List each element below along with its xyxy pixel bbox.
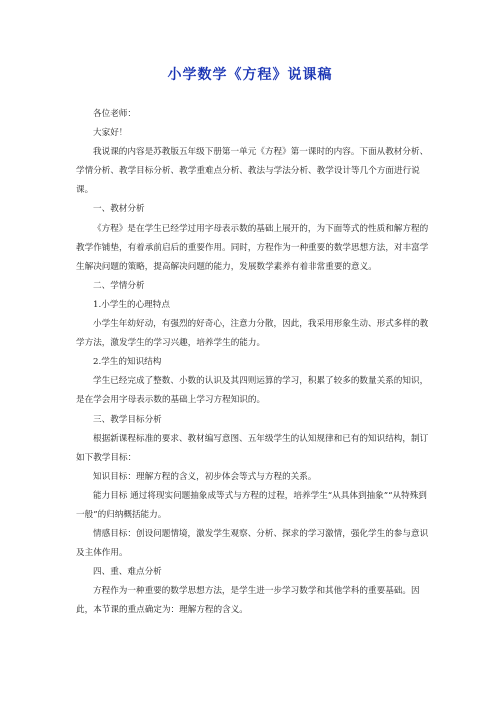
paragraph: 小学生年幼好动，有强烈的好奇心，注意力分散，因此，我采用形象生动、形式多样的教学方法，激发学生的学习兴趣，培养学生的能力。	[76, 319, 429, 349]
section-heading: 一、教材分析	[93, 204, 145, 215]
objective-emotion: 情感目标：创设问题情境，激发学生观察、分析、探求的学习激情，强化学生的参与意识及主体作用。	[76, 529, 429, 559]
salutation: 各位老师：	[93, 109, 136, 119]
paragraph: 方程作为一种重要的数学思想方法，是学生进一步学习数学和其他学科的重要基础。因此，本节课的重点确定为：理解方程的含义。	[76, 586, 420, 616]
paragraph: 学生已经完成了整数、小数的认识及其四则运算的学习，积累了较多的数量关系的知识，是在学会用字母表示数的基础上学习方程知识的。	[76, 376, 429, 406]
document-body	[76, 105, 434, 621]
subsection-heading: 1.小学生的心理特点	[93, 299, 170, 310]
subsection-heading: 2.学生的知识结构	[93, 357, 162, 368]
intro-paragraph: 我说课的内容是苏教版五年级下册第一单元《方程》第一课时的内容。下面从教材分析、学情分析、教学目标分析、教学重难点分析、教法与学法分析、教学设计等几个方面进行说课。	[76, 147, 429, 196]
greeting: 大家好！	[93, 128, 128, 139]
section-heading: 三、教学目标分析	[93, 414, 162, 425]
paragraph: 根据新课程标准的要求、教材编写意图、五年级学生的认知规律和已有的知识结构，制订如下教学目标：	[76, 433, 429, 463]
document-title: 小学数学《方程》说课稿	[167, 67, 333, 83]
section-heading: 四、重、难点分析	[93, 567, 162, 578]
paragraph: 《方程》是在学生已经学过用字母表示数的基础上展开的，为下面等式的性质和解方程的教学作铺垫，有着承前启后的重要作用。同时，方程作为一种重要的数学思想方法，对丰富学生解决问题的策略，提高解决问题的能力，发展数学素养有着非常重要的意义。	[76, 223, 429, 272]
section-heading: 二、学情分析	[93, 280, 145, 291]
objective-knowledge: 知识目标：理解方程的含义，初步体会等式与方程的关系。	[93, 471, 317, 482]
objective-ability: 能力目标 通过将现实问题抽象成等式与方程的过程，培养学生“从具体到抽象”“从特殊到一般”的归纳概括能力。	[76, 490, 427, 520]
